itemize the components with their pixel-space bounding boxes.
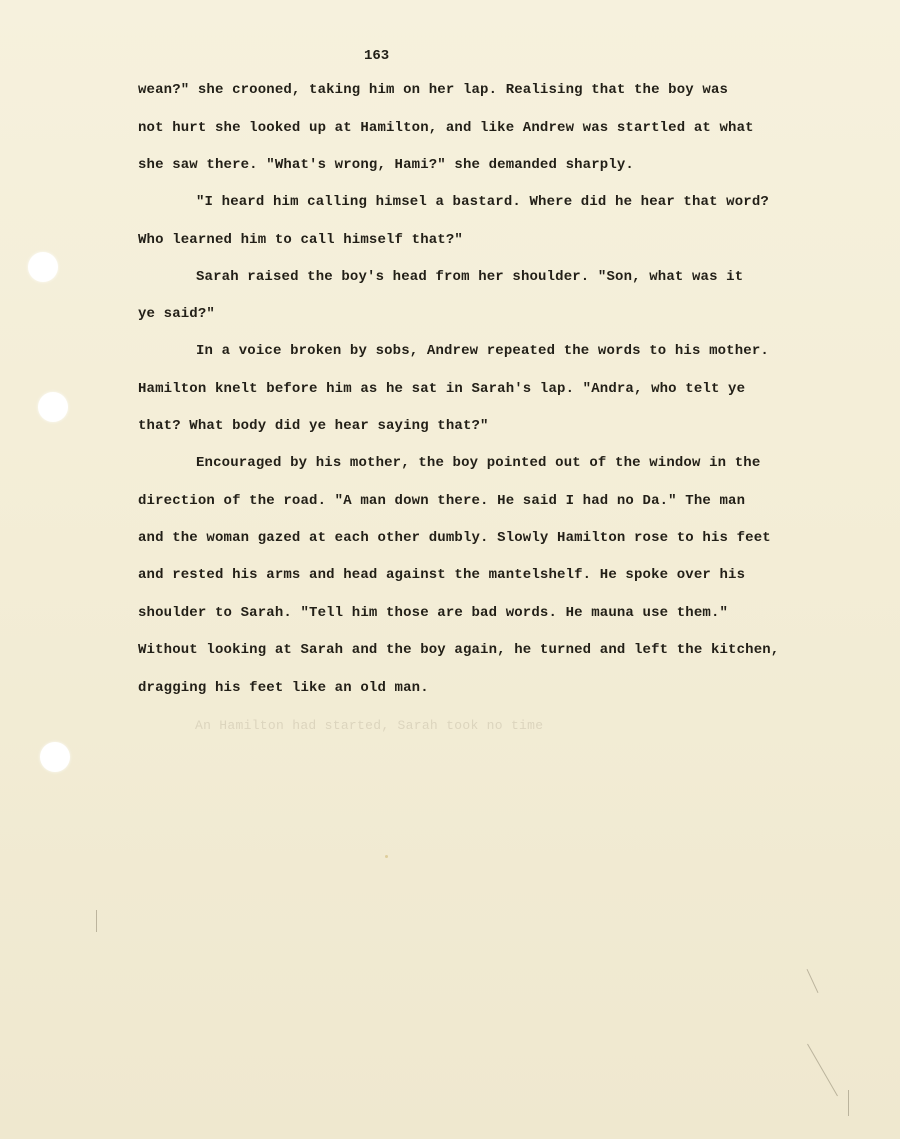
text-line-5: Who learned him to call himself that?" xyxy=(138,232,463,248)
text-line-15: shoulder to Sarah. "Tell him those are bad words. He mauna use them." xyxy=(138,605,729,621)
text-line-16: Without looking at Sarah and the boy again, he turned and left the kitchen, xyxy=(138,642,780,658)
text-line-3: she saw there. "What's wrong, Hami?" she demanded sharply. xyxy=(138,157,634,173)
punch-hole-top xyxy=(28,252,58,282)
text-line-7: ye said?" xyxy=(138,306,215,322)
page-number: 163 xyxy=(364,48,390,64)
faint-bleed-through-text: An Hamilton had started, Sarah took no time xyxy=(195,718,544,733)
text-line-2: not hurt she looked up at Hamilton, and like Andrew was startled at what xyxy=(138,120,754,136)
stray-mark-left xyxy=(96,910,97,932)
stray-mark-right-3 xyxy=(848,1090,849,1116)
text-line-13: and the woman gazed at each other dumbly. Slowly Hamilton rose to his feet xyxy=(138,530,771,546)
text-line-8: In a voice broken by sobs, Andrew repeated the words to his mother. xyxy=(196,343,769,359)
stray-mark-right-2 xyxy=(807,1044,838,1096)
punch-hole-middle xyxy=(38,392,68,422)
stray-mark-right-1 xyxy=(807,969,819,993)
text-line-12: direction of the road. "A man down there. He said I had no Da." The man xyxy=(138,493,746,509)
text-line-14: and rested his arms and head against the mantelshelf. He spoke over his xyxy=(138,567,746,583)
text-line-6: Sarah raised the boy's head from her shoulder. "Son, what was it xyxy=(196,269,744,285)
text-line-4: "I heard him calling himsel a bastard. Where did he hear that word? xyxy=(196,194,769,210)
text-line-11: Encouraged by his mother, the boy pointed out of the window in the xyxy=(196,455,761,471)
text-line-9: Hamilton knelt before him as he sat in Sarah's lap. "Andra, who telt ye xyxy=(138,381,746,397)
stray-mark-dot xyxy=(385,855,388,858)
text-line-17: dragging his feet like an old man. xyxy=(138,680,429,696)
punch-hole-bottom xyxy=(40,742,70,772)
text-line-10: that? What body did ye hear saying that?" xyxy=(138,418,489,434)
text-line-1: wean?" she crooned, taking him on her lap. Realising that the boy was xyxy=(138,82,729,98)
